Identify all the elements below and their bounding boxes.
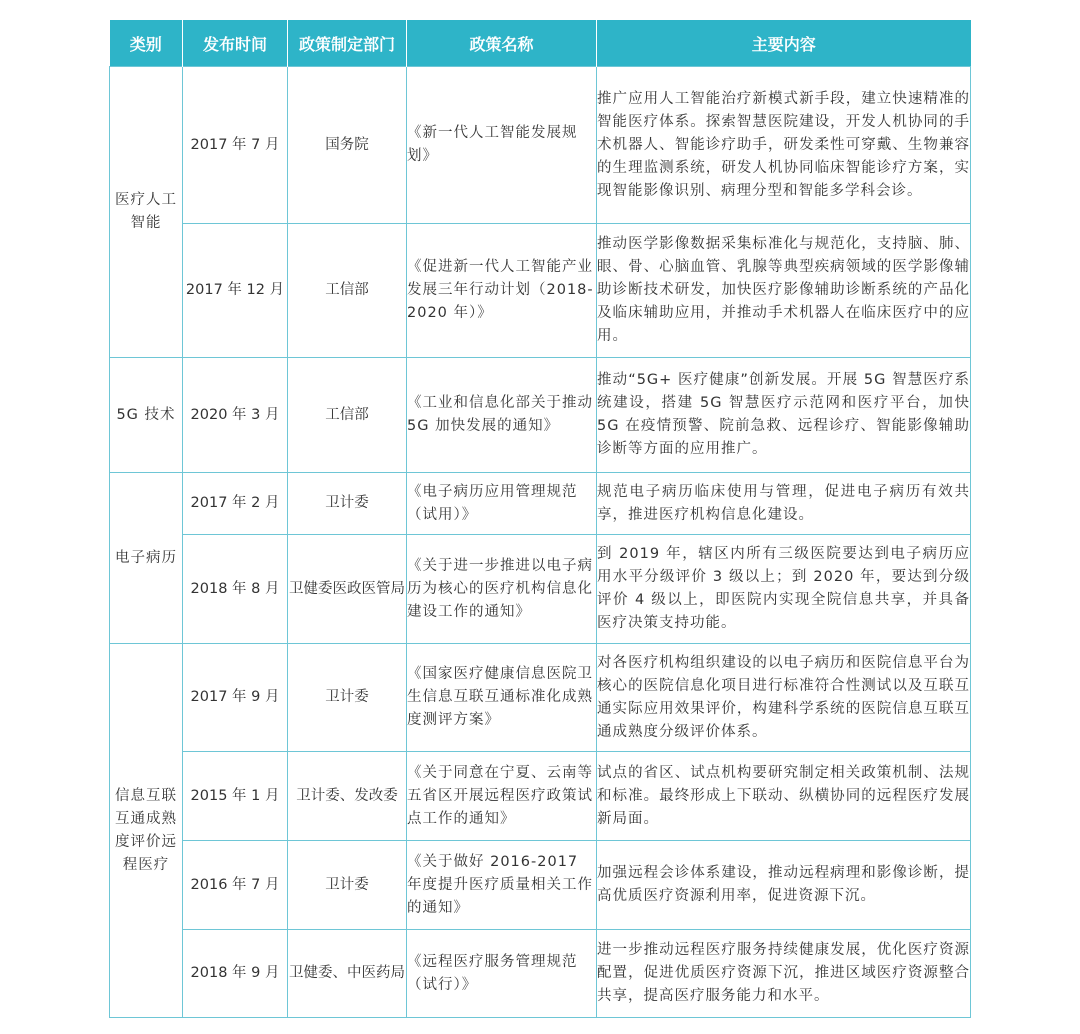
department-cell: 国务院 xyxy=(288,67,407,224)
date-cell: 2018 年 9 月 xyxy=(183,930,288,1018)
header-date: 发布时间 xyxy=(183,20,288,67)
policy-name-cell: 《关于进一步推进以电子病历为核心的医疗机构信息化建设工作的通知》 xyxy=(407,535,597,644)
policy-name-cell: 《工业和信息化部关于推动 5G 加快发展的通知》 xyxy=(407,358,597,473)
table-row xyxy=(110,67,971,224)
table-row xyxy=(110,644,971,752)
department-cell: 卫计委 xyxy=(288,644,407,752)
table-row xyxy=(110,358,971,473)
category-cell: 5G 技术 xyxy=(110,358,183,473)
main-content-cell: 规范电子病历临床使用与管理，促进电子病历有效共享，推进医疗机构信息化建设。 xyxy=(597,473,971,535)
category-cell: 电子病历 xyxy=(110,473,183,644)
table-row xyxy=(110,224,971,358)
header-policy-name: 政策名称 xyxy=(407,20,597,67)
table-row xyxy=(110,752,971,841)
policy-name-cell: 《促进新一代人工智能产业发展三年行动计划（2018-2020 年）》 xyxy=(407,224,597,358)
date-cell: 2016 年 7 月 xyxy=(183,841,288,930)
header-category: 类别 xyxy=(110,20,183,67)
policy-name-cell: 《远程医疗服务管理规范（试行）》 xyxy=(407,930,597,1018)
main-content-cell: 推动医学影像数据采集标准化与规范化，支持脑、肺、眼、骨、心脑血管、乳腺等典型疾病领域的医学影像辅助诊断技术研发，加快医疗影像辅助诊断系统的产品化及临床辅助应用，并推动手术机器人在临床医疗中的应用。 xyxy=(597,224,971,358)
department-cell: 卫计委、发改委 xyxy=(288,752,407,841)
table-header-row xyxy=(110,20,971,67)
main-content-cell: 推广应用人工智能治疗新模式新手段，建立快速精准的智能医疗体系。探索智慧医院建设，开发人机协同的手术机器人、智能诊疗助手，研发柔性可穿戴、生物兼容的生理监测系统，研发人机协同临床智能诊疗方案，实现智能影像识别、病理分型和智能多学科会诊。 xyxy=(597,67,971,224)
date-cell: 2017 年 2 月 xyxy=(183,473,288,535)
date-cell: 2020 年 3 月 xyxy=(183,358,288,473)
category-cell: 医疗人工智能 xyxy=(110,67,183,358)
policy-name-cell: 《电子病历应用管理规范（试用）》 xyxy=(407,473,597,535)
department-cell: 卫计委 xyxy=(288,473,407,535)
date-cell: 2017 年 7 月 xyxy=(183,67,288,224)
header-department: 政策制定部门 xyxy=(288,20,407,67)
category-cell: 信息互联互通成熟度评价远程医疗 xyxy=(110,644,183,1018)
header-main-content: 主要内容 xyxy=(597,20,971,67)
main-content-cell: 到 2019 年，辖区内所有三级医院要达到电子病历应用水平分级评价 3 级以上；到 2020 年，要达到分级评价 4 级以上，即医院内实现全院信息共享，并具备医疗决策支持功能。 xyxy=(597,535,971,644)
main-content-cell: 试点的省区、试点机构要研究制定相关政策机制、法规和标准。最终形成上下联动、纵横协同的远程医疗发展新局面。 xyxy=(597,752,971,841)
date-cell: 2015 年 1 月 xyxy=(183,752,288,841)
main-content-cell: 推动“5G+ 医疗健康”创新发展。开展 5G 智慧医疗系统建设，搭建 5G 智慧医疗示范网和医疗平台，加快 5G 在疫情预警、院前急救、远程诊疗、智能影像辅助诊断等方面的应用推广。 xyxy=(597,358,971,473)
policy-name-cell: 《关于做好 2016-2017 年度提升医疗质量相关工作的通知》 xyxy=(407,841,597,930)
table-row xyxy=(110,841,971,930)
policy-name-cell: 《国家医疗健康信息医院卫生信息互联互通标准化成熟度测评方案》 xyxy=(407,644,597,752)
main-content-cell: 加强远程会诊体系建设，推动远程病理和影像诊断，提高优质医疗资源利用率，促进资源下沉。 xyxy=(597,841,971,930)
table-row xyxy=(110,535,971,644)
date-cell: 2018 年 8 月 xyxy=(183,535,288,644)
main-content-cell: 对各医疗机构组织建设的以电子病历和医院信息平台为核心的医院信息化项目进行标准符合性测试以及互联互通实际应用效果评价，构建科学系统的医院信息互联互通成熟度分级评价体系。 xyxy=(597,644,971,752)
department-cell: 卫健委医政医管局 xyxy=(288,535,407,644)
department-cell: 卫计委 xyxy=(288,841,407,930)
main-content-cell: 进一步推动远程医疗服务持续健康发展，优化医疗资源配置，促进优质医疗资源下沉，推进区域医疗资源整合共享，提高医疗服务能力和水平。 xyxy=(597,930,971,1018)
policy-name-cell: 《新一代人工智能发展规划》 xyxy=(407,67,597,224)
department-cell: 卫健委、中医药局 xyxy=(288,930,407,1018)
date-cell: 2017 年 12 月 xyxy=(183,224,288,358)
policy-table xyxy=(109,20,971,1018)
date-cell: 2017 年 9 月 xyxy=(183,644,288,752)
department-cell: 工信部 xyxy=(288,358,407,473)
table-row xyxy=(110,930,971,1018)
policy-name-cell: 《关于同意在宁夏、云南等五省区开展远程医疗政策试点工作的通知》 xyxy=(407,752,597,841)
department-cell: 工信部 xyxy=(288,224,407,358)
table-row xyxy=(110,473,971,535)
